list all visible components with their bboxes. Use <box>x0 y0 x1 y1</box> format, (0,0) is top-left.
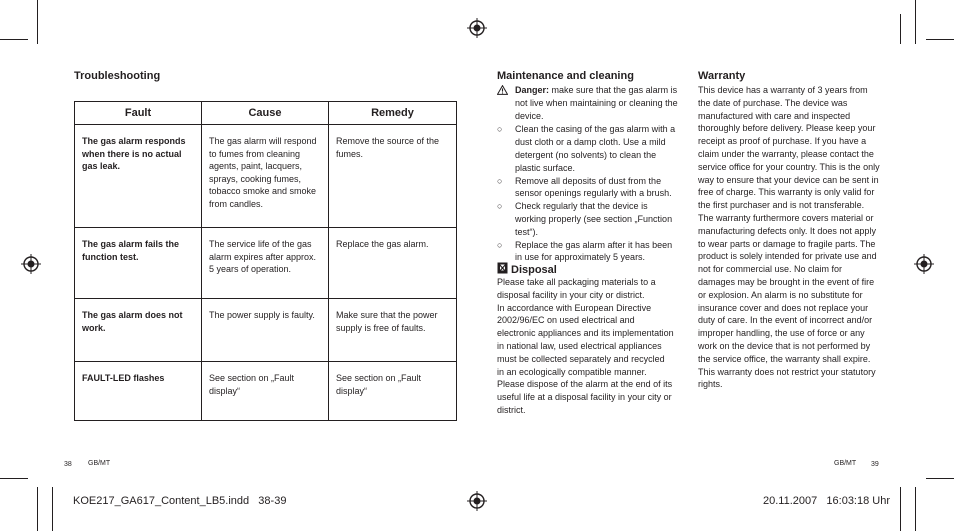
disposal-heading: Disposal <box>511 264 557 276</box>
list-item <box>497 200 680 238</box>
crop-mark <box>915 487 916 531</box>
crop-mark <box>915 0 916 44</box>
column-header-fault: Fault <box>75 102 202 125</box>
danger-label: Danger: <box>515 85 550 95</box>
fault-cell: The gas alarm does not work. <box>75 299 202 362</box>
circle-bullet-icon: ○ <box>497 175 503 186</box>
crop-mark <box>52 487 53 531</box>
cause-cell: The service life of the gas alarm expires after approx. 5 years of operation. <box>202 228 329 299</box>
registration-mark-icon <box>467 491 487 511</box>
cause-cell: The power supply is faulty. <box>202 299 329 362</box>
warranty-text: This device has a warranty of 3 years from the date of purchase. The device was manufactured with care and inspected thoroughly before delivery. Please keep your receipt as proof of purchase. If you have a claim under the warranty, please contact the service office for your country. This is the only way to ensure that your device can be sent in free of charge. This warranty is only valid for the first purchaser and is not transferable. The warranty furthermore covers material or manufacturing defects only. It does not apply to wear parts or damage to fragile parts. The product is solely intended for private use and not for commercial use. No claim for damages may be brought in the event of fire or explosion. An alarm is no substitute for insurance cover and does not replace your duty of care. In the event of incorrect and/or improper handling, the use of force or any work on the device that is not performed by the service office, the warranty shall expire. This warranty does not restrict your statutory rights. <box>698 85 880 390</box>
troubleshooting-table <box>74 101 457 421</box>
list-item <box>497 175 680 201</box>
registration-mark-icon <box>21 254 41 274</box>
disposal-text <box>497 276 674 417</box>
column-header-cause: Cause <box>202 102 329 125</box>
maintenance-list <box>497 84 680 264</box>
danger-text: make sure that the gas alarm is not live when maintaining or cleaning the device. <box>515 85 678 121</box>
table-header-row <box>75 102 457 125</box>
table-row <box>75 125 457 228</box>
circle-bullet-icon: ○ <box>497 124 503 135</box>
disposal-paragraph: Please take all packaging materials to a disposal facility in your city or district. <box>497 277 656 300</box>
registration-mark-icon <box>914 254 934 274</box>
remedy-cell: See section on „Fault display“ <box>329 362 457 421</box>
remedy-cell: Make sure that the power supply is free of faults. <box>329 299 457 362</box>
registration-mark-icon <box>467 18 487 38</box>
table-row <box>75 228 457 299</box>
danger-note <box>497 84 680 122</box>
remedy-cell: Replace the gas alarm. <box>329 228 457 299</box>
table-row <box>75 362 457 421</box>
troubleshooting-heading: Troubleshooting <box>74 70 161 82</box>
warranty-heading: Warranty <box>698 70 746 82</box>
list-item <box>497 123 680 174</box>
warning-triangle-icon <box>497 84 511 98</box>
maintenance-heading: Maintenance and cleaning <box>497 70 634 82</box>
fault-cell: The gas alarm responds when there is no actual gas leak. <box>75 125 202 228</box>
list-item-text: Clean the casing of the gas alarm with a dust cloth or a damp cloth. Use a mild detergent (no solvents) to clean the plastic surface. <box>515 124 676 173</box>
cause-cell: See section on „Fault display“ <box>202 362 329 421</box>
circle-bullet-icon: ○ <box>497 201 503 212</box>
fault-cell: FAULT-LED flashes <box>75 362 202 421</box>
slug-timestamp: 20.11.2007 16:03:18 Uhr <box>763 495 891 507</box>
locale-label: GB/MT <box>88 460 111 467</box>
circle-bullet-icon: ○ <box>497 239 503 250</box>
disposal-heading-row <box>497 262 557 276</box>
crop-mark <box>900 14 901 44</box>
locale-label: GB/MT <box>834 460 857 467</box>
crossed-bin-icon <box>497 262 508 274</box>
list-item-text: Check regularly that the device is working properly (see section „Function test“). <box>515 201 673 237</box>
crop-mark <box>0 478 28 479</box>
cause-cell: The gas alarm will respond to fumes from cleaning agents, paint, lacquers, sprays, cooking fumes, tobacco smoke and smoke from candles. <box>202 125 329 228</box>
crop-mark <box>926 39 954 40</box>
page-number: 39 <box>871 461 879 468</box>
crop-mark <box>900 487 901 531</box>
list-item-text: Remove all deposits of dust from the sensor openings regularly with a brush. <box>515 175 672 199</box>
column-header-remedy: Remedy <box>329 102 457 125</box>
crop-mark <box>0 39 28 40</box>
disposal-paragraph: In accordance with European Directive 2002/96/EC on used electrical and electronic appliances and its implementation in national law, used electrical appliances must be collected separately and recycled in an ecologically compatible manner. <box>497 302 674 377</box>
remedy-cell: Remove the source of the fumes. <box>329 125 457 228</box>
page-number: 38 <box>64 461 72 468</box>
table-row <box>75 299 457 362</box>
crop-mark <box>37 487 38 531</box>
fault-cell: The gas alarm fails the function test. <box>75 228 202 299</box>
slug-filename: KOE217_GA617_Content_LB5.indd 38-39 <box>73 495 287 507</box>
crop-mark <box>926 478 954 479</box>
crop-mark <box>37 0 38 44</box>
list-item <box>497 239 680 265</box>
list-item-text: Replace the gas alarm after it has been in use for approximately 5 years. <box>515 239 673 263</box>
disposal-paragraph: Please dispose of the alarm at the end of its useful life at a disposal facility in your city or district. <box>497 379 673 415</box>
